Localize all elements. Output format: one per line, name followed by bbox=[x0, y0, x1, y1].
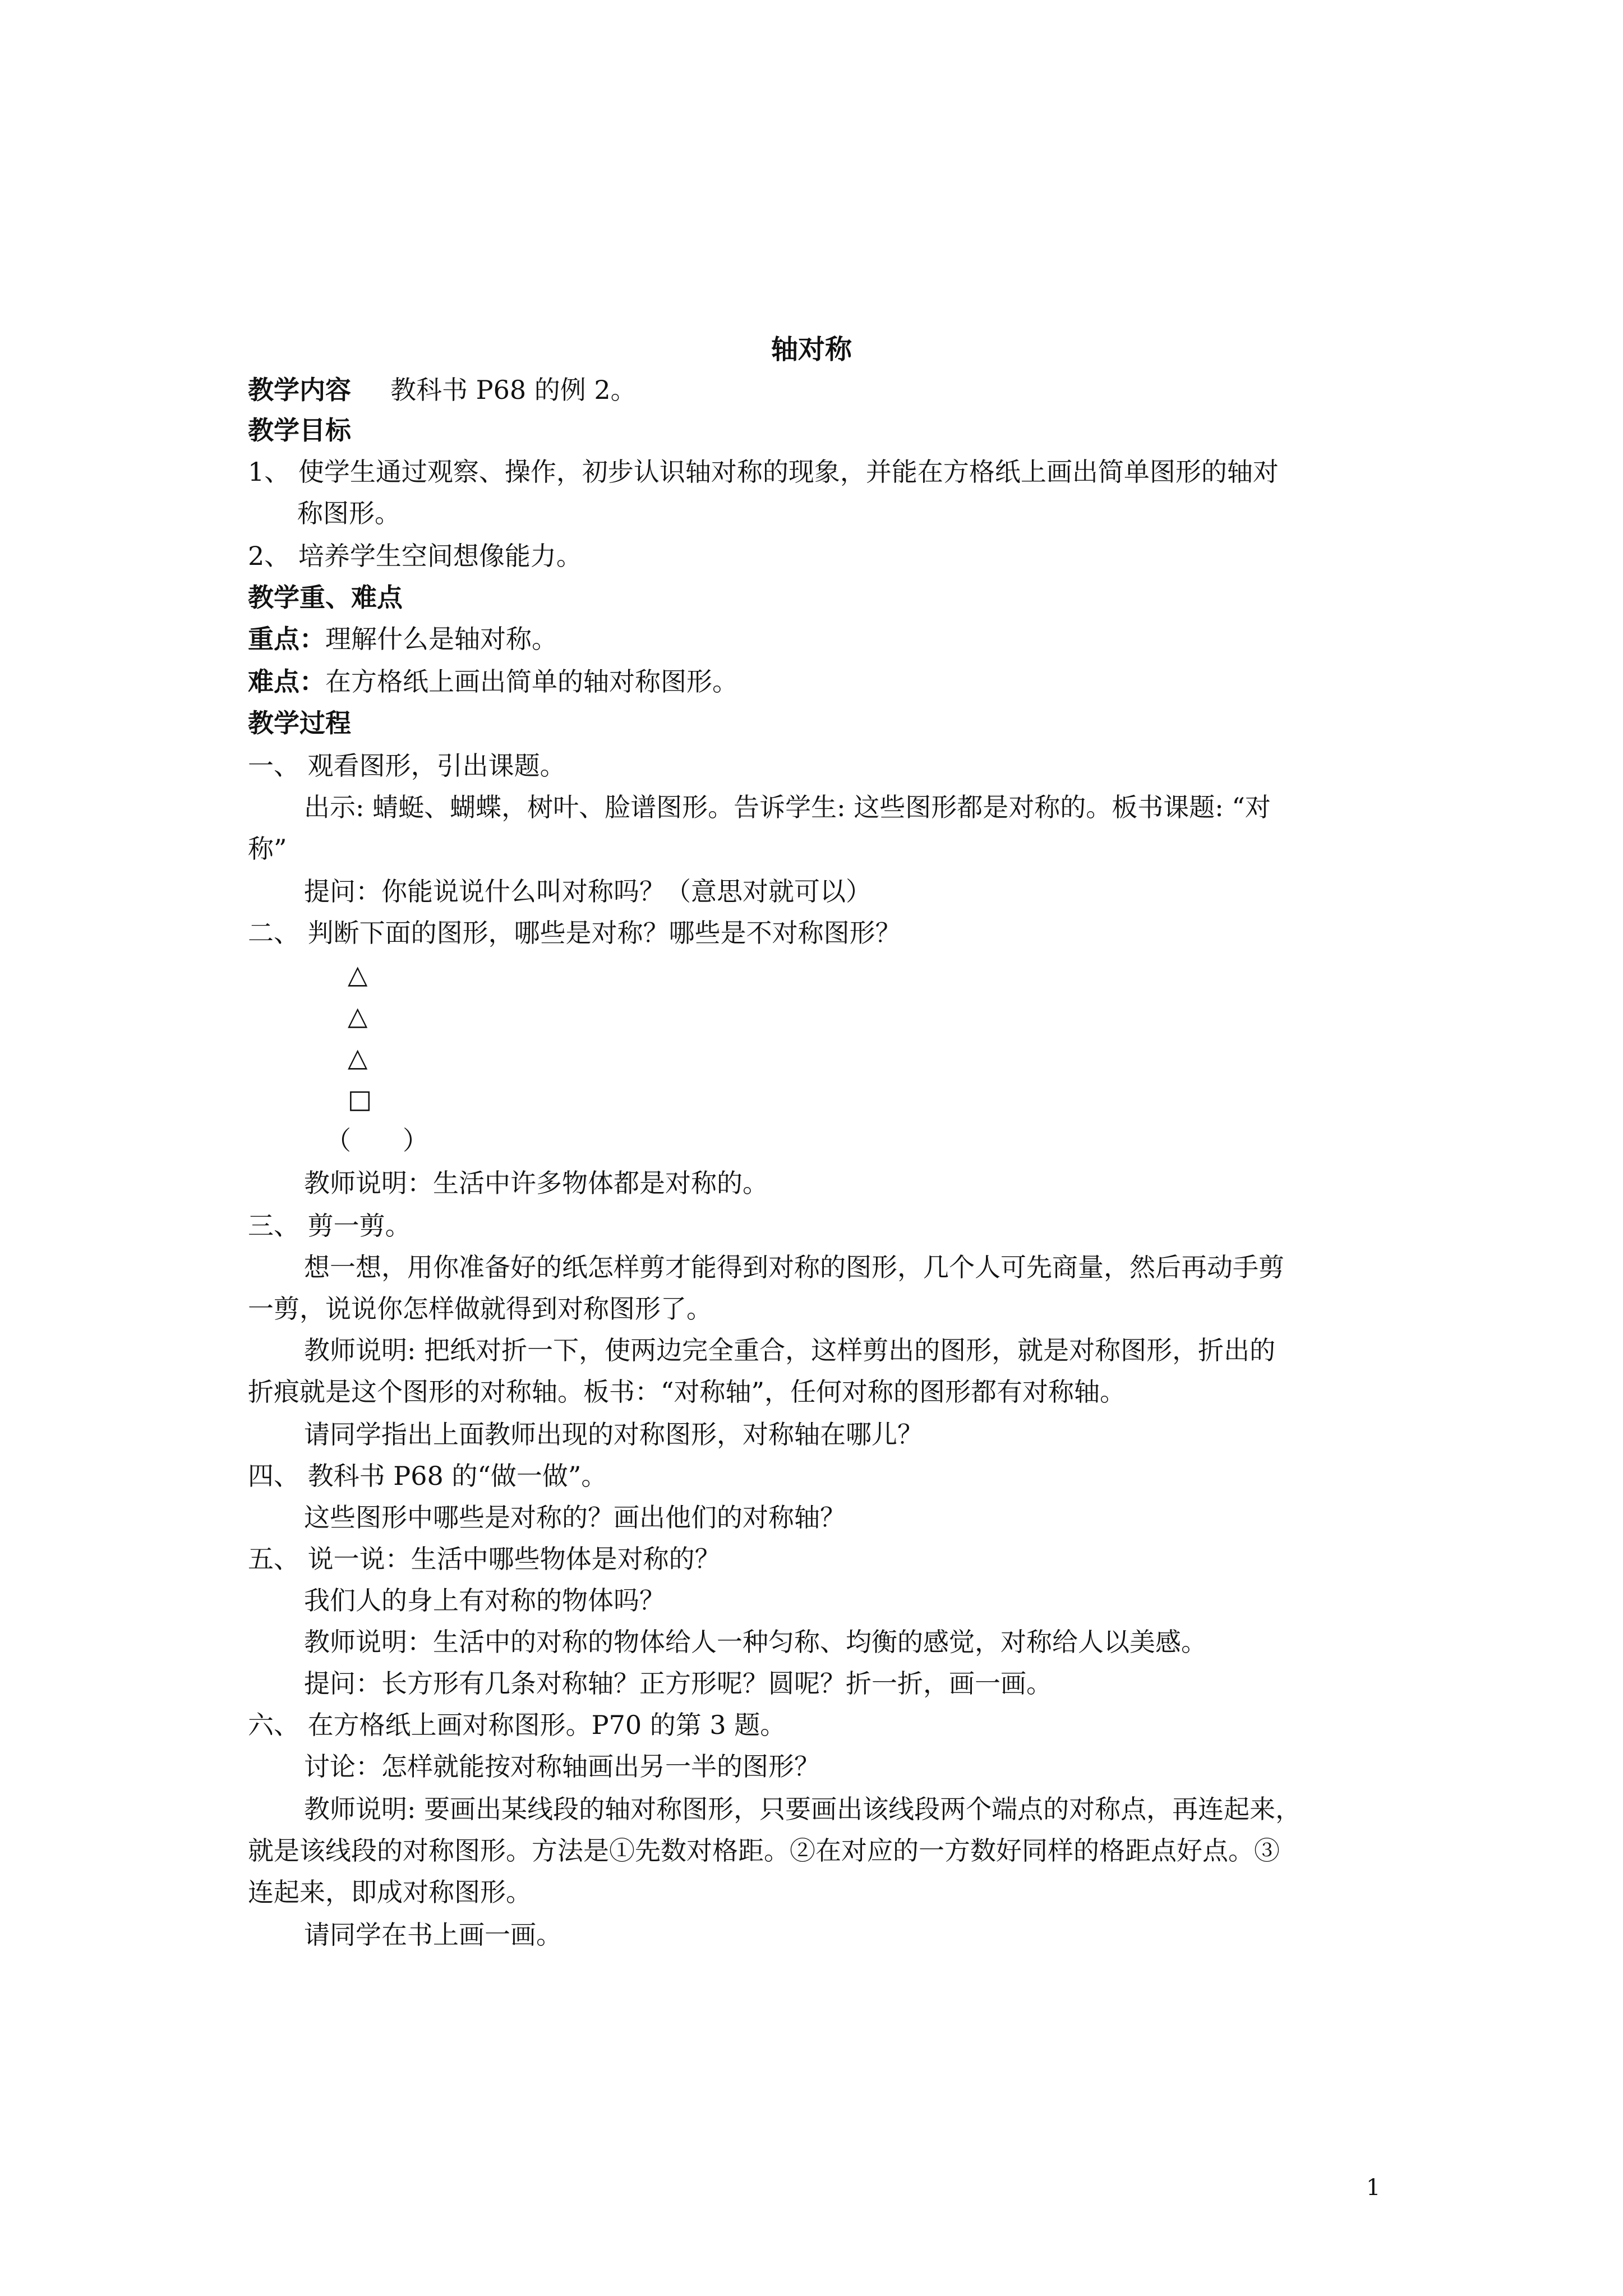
section-6-paragraph-3: 请同学在书上画一画。 bbox=[304, 1920, 562, 1950]
key-point-text: 理解什么是轴对称。 bbox=[325, 624, 557, 654]
section-5-title: 五、 说一说：生活中哪些物体是对称的？ bbox=[248, 1544, 721, 1574]
objective-1-line-1: 1、 使学生通过观察、操作，初步认识轴对称的现象，并能在方格纸上画出简单图形的轴对 bbox=[248, 457, 1279, 487]
section-3-title: 三、 剪一剪。 bbox=[248, 1211, 411, 1241]
section-4-title: 四、 教科书 P68 的“做一做”。 bbox=[248, 1461, 607, 1491]
blank-parentheses: （ ） bbox=[325, 1125, 428, 1156]
section-1-paragraph-1-line-2: 称” bbox=[248, 834, 287, 864]
square-shape: □ bbox=[348, 1084, 372, 1114]
objectives-heading: 教学目标 bbox=[248, 415, 351, 445]
section-1-paragraph-1-line-1: 出示: 蜻蜓、蝴蝶，树叶、脸谱图形。告诉学生: 这些图形都是对称的。板书课题: “对 bbox=[304, 792, 1271, 822]
key-points-heading: 教学重、难点 bbox=[248, 582, 403, 613]
process-heading: 教学过程 bbox=[248, 708, 351, 738]
triangle-shape-1: △ bbox=[348, 959, 368, 990]
section-5-paragraph-2: 教师说明：生活中的对称的物体给人一种匀称、均衡的感觉，对称给人以美感。 bbox=[304, 1627, 1207, 1657]
teaching-content-label: 教学内容 bbox=[248, 375, 351, 405]
section-6-paragraph-2-line-3: 连起来，即成对称图形。 bbox=[248, 1877, 532, 1907]
section-3-paragraph-3: 请同学指出上面教师出现的对称图形，对称轴在哪儿？ bbox=[304, 1419, 923, 1450]
section-3-paragraph-1-line-2: 一剪，说说你怎样做就得到对称图形了。 bbox=[248, 1294, 712, 1324]
difficult-point-label: 难点： bbox=[248, 666, 325, 697]
objective-2: 2、 培养学生空间想像能力。 bbox=[248, 541, 582, 571]
section-5-paragraph-1: 我们人的身上有对称的物体吗？ bbox=[304, 1585, 665, 1616]
section-6-paragraph-2-line-2: 就是该线段的对称图形。方法是①先数对格距。②在对应的一方数好同样的格距点好点。③ bbox=[248, 1835, 1280, 1866]
section-6-paragraph-1: 讨论：怎样就能按对称轴画出另一半的图形？ bbox=[304, 1751, 820, 1782]
triangle-shape-2: △ bbox=[348, 1001, 368, 1031]
section-6-title: 六、 在方格纸上画对称图形。P70 的第 3 题。 bbox=[248, 1710, 786, 1740]
document-title: 轴对称 bbox=[771, 334, 852, 365]
section-1-paragraph-2: 提问：你能说说什么叫对称吗？（意思对就可以） bbox=[304, 876, 872, 907]
page-number: 1 bbox=[1366, 2175, 1381, 2201]
section-1-title: 一、 观看图形，引出课题。 bbox=[248, 751, 566, 781]
section-2-paragraph-1: 教师说明：生活中许多物体都是对称的。 bbox=[304, 1168, 768, 1198]
section-5-paragraph-3: 提问：长方形有几条对称轴？正方形呢？圆呢？折一折，画一画。 bbox=[304, 1668, 1052, 1699]
teaching-content-row bbox=[248, 370, 1376, 409]
difficult-point-row bbox=[248, 662, 1376, 701]
section-2-title: 二、 判断下面的图形，哪些是对称？哪些是不对称图形？ bbox=[248, 918, 901, 948]
section-6-paragraph-2-line-1: 教师说明: 要画出某线段的轴对称图形，只要画出该线段两个端点的对称点，再连起来， bbox=[304, 1794, 1302, 1824]
section-4-paragraph-1: 这些图形中哪些是对称的？画出他们的对称轴？ bbox=[304, 1502, 846, 1533]
triangle-shape-3: △ bbox=[348, 1042, 368, 1073]
key-point-row bbox=[248, 619, 1376, 659]
teaching-content-text: 教科书 P68 的例 2。 bbox=[390, 375, 637, 405]
difficult-point-text: 在方格纸上画出简单的轴对称图形。 bbox=[325, 666, 738, 697]
section-3-paragraph-2-line-2: 折痕就是这个图形的对称轴。板书：“对称轴”，任何对称的图形都有对称轴。 bbox=[248, 1377, 1126, 1407]
objective-1-line-2: 称图形。 bbox=[297, 498, 400, 528]
section-3-paragraph-1-line-1: 想一想，用你准备好的纸怎样剪才能得到对称的图形，几个人可先商量，然后再动手剪 bbox=[304, 1252, 1284, 1282]
section-3-paragraph-2-line-1: 教师说明: 把纸对折一下，使两边完全重合，这样剪出的图形，就是对称图形，折出的 bbox=[304, 1335, 1276, 1365]
key-point-label: 重点： bbox=[248, 624, 325, 654]
